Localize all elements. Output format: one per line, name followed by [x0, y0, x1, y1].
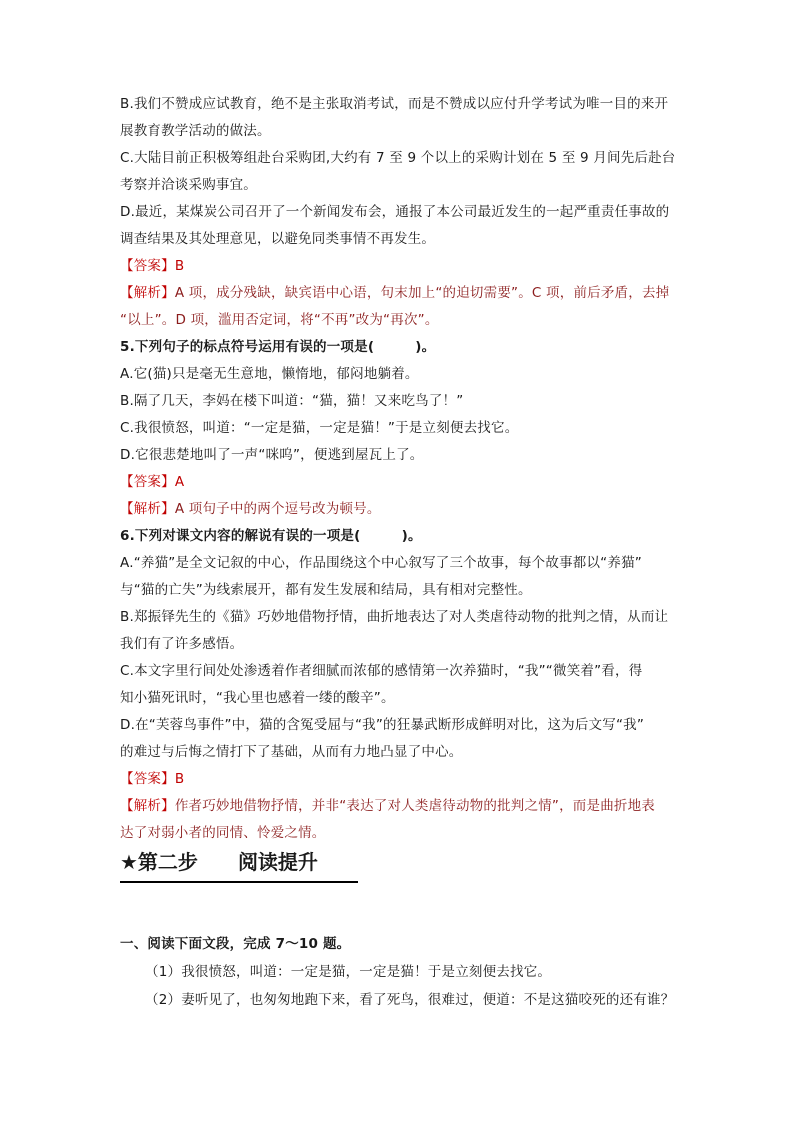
- q5-answer: [120, 469, 680, 496]
- q4-option-d-line2: 调查结果及其处理意见，以避免同类事情不再发生。: [120, 231, 436, 247]
- q6-option-d-line1: D.在“芙蓉鸟事件”中，猫的含冤受屈与“我”的狂暴武断形成鲜明对比，这为后文写“我”: [120, 717, 645, 733]
- q6-explanation-line2: 达了对弱小者的同情、怜爱之情。: [120, 825, 326, 841]
- exercise-content: [120, 91, 680, 847]
- section-step: ★第二步: [120, 850, 198, 874]
- explanation-text: 作者巧妙地借物抒情，并非“表达了对人类虐待动物的批判之情”，而是曲折地表: [174, 798, 655, 814]
- q5-explanation: [120, 496, 680, 523]
- explanation-text: A 项句子中的两个逗号改为顿号。: [174, 501, 381, 517]
- reading-paragraph-2: （2）妻听见了，也匆匆地跑下来，看了死鸟，很难过，便道：不是这猫咬死的还有谁？: [145, 992, 675, 1008]
- q6-option-c-line2: 知小猫死讯时，“我心里也感着一缕的酸辛”。: [120, 690, 395, 706]
- q6-option-b-line1: B.郑振铎先生的《猫》巧妙地借物抒情，曲折地表达了对人类虐待动物的批判之情，从而让: [120, 609, 669, 625]
- answer-tag: 【答案】: [120, 771, 175, 787]
- q4-option-c-line1: C.大陆目前正积极筹组赴台采购团,大约有 7 至 9 个以上的采购计划在 5 至 9 月间先后赴台: [120, 150, 676, 166]
- q6-option-b-line2: 我们有了许多感悟。: [120, 636, 244, 652]
- explanation-tag: 【解析】: [120, 501, 175, 517]
- answer-tag: 【答案】: [120, 474, 175, 490]
- explanation-tag: 【解析】: [120, 285, 175, 301]
- section-heading: [120, 845, 358, 883]
- q5-option-b: B.隔了几天，李妈在楼下叫道：“猫，猫！又来吃鸟了！”: [120, 393, 464, 409]
- section-title: 阅读提升: [237, 850, 318, 874]
- q5-stem: 5.下列句子的标点符号运用有误的一项是( )。: [120, 339, 436, 355]
- q6-option-a-line2: 与“猫的亡失”为线索展开，都有发生发展和结局，具有相对完整性。: [120, 582, 532, 598]
- answer-value: A: [174, 474, 185, 490]
- q4-answer: [120, 253, 680, 280]
- answer-tag: 【答案】: [120, 258, 175, 274]
- q6-option-d-line2: 的难过与后悔之情打下了基础，从而有力地凸显了中心。: [120, 744, 463, 760]
- q6-option-c-line1: C.本文字里行间处处渗透着作者细腻而浓郁的感情第一次养猫时，“我”“微笑着”看，得: [120, 663, 643, 679]
- q5-option-c: C.我很愤怒，叫道：“一定是猫，一定是猫！”于是立刻便去找它。: [120, 420, 519, 436]
- q6-answer: [120, 766, 680, 793]
- q6-explanation-line1: [120, 793, 680, 820]
- reading-heading: 一、阅读下面文段，完成 7～10 题。: [120, 936, 351, 952]
- q6-option-a-line1: A.“养猫”是全文记叙的中心，作品围绕这个中心叙写了三个故事，每个故事都以“养猫”: [120, 555, 642, 571]
- q4-explanation-line2: “以上”。D 项，滥用否定词，将“不再”改为“再次”。: [120, 312, 439, 328]
- q4-option-b-line2: 展教育教学活动的做法。: [120, 123, 271, 139]
- explanation-tag: 【解析】: [120, 798, 175, 814]
- answer-value: B: [174, 771, 185, 787]
- q4-option-b-line1: B.我们不赞成应试教育，绝不是主张取消考试，而是不赞成以应付升学考试为唯一目的来开: [120, 96, 669, 112]
- q4-option-d-line1: D.最近，某煤炭公司召开了一个新闻发布会，通报了本公司最近发生的一起严重责任事故的: [120, 204, 670, 220]
- q4-explanation-line1: [120, 280, 680, 307]
- q5-option-a: A.它(猫)只是毫无生意地，懒惰地，郁闷地躺着。: [120, 366, 419, 382]
- explanation-text: A 项，成分残缺，缺宾语中心语，句末加上“的迫切需要”。C 项，前后矛盾，去掉: [174, 285, 670, 301]
- reading-paragraph-1: （1）我很愤怒，叫道：一定是猫，一定是猫！于是立刻便去找它。: [145, 964, 552, 980]
- q6-stem: 6.下列对课文内容的解说有误的一项是( )。: [120, 528, 422, 544]
- answer-value: B: [174, 258, 185, 274]
- q5-option-d: D.它很悲楚地叫了一声“咪呜”，便逃到屋瓦上了。: [120, 447, 424, 463]
- q4-option-c-line2: 考察并洽谈采购事宜。: [120, 177, 257, 193]
- reading-section: [120, 930, 690, 1014]
